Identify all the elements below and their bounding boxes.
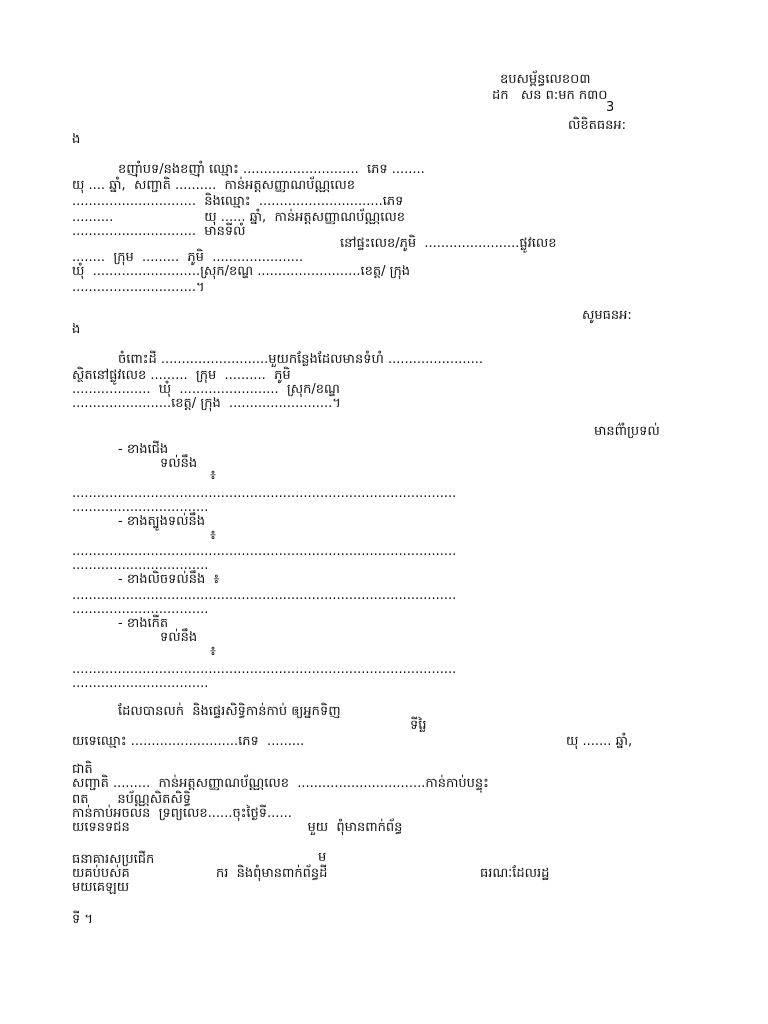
boundary-south-dots-2: ................................. bbox=[72, 558, 209, 573]
footer-line-3: មយគេឡយ bbox=[72, 880, 130, 895]
annex-number: ឧបសម្ព័ន្ធលេខ០៣ bbox=[500, 72, 591, 87]
boundary-east-label: - ខាងកើត bbox=[118, 616, 169, 631]
document-title: លិខិតធនអ: bbox=[568, 118, 627, 133]
seller-line-1: ដែលបានលក់ និងផ្ទេរសិទ្ធិកាន់កាប់ ឲ្យអ្នកទិញ bbox=[118, 704, 341, 719]
boundary-north-dots-2: ................................. bbox=[72, 500, 209, 515]
land-line-1: ចំពោះដី ..........................មួយកន្លែងដែលមានទំហំ ....................... bbox=[118, 352, 483, 367]
reference-digit: 3 bbox=[606, 100, 615, 115]
boundary-south-dots-1: ............................................................................................. bbox=[72, 544, 457, 559]
footer-line-2a: យគប់បស់គ bbox=[72, 866, 130, 881]
boundary-north-dots-1: ............................................................................................. bbox=[72, 486, 457, 501]
seller-line-6b: យទេនទជន មួយ ពុំមានពាក់ព័ន្ធ bbox=[72, 820, 403, 835]
boundary-east-colon: ៖ bbox=[206, 644, 216, 659]
seller-line-1b: ទីរ្លៃ bbox=[410, 718, 427, 733]
boundary-west-dots-2: ................................. bbox=[72, 602, 209, 617]
footer-line-1b: ម bbox=[318, 850, 327, 865]
boundary-west-dots-1: ............................................................................................. bbox=[72, 588, 457, 603]
footer-line-1a: ធនាគារសប្រជើក bbox=[72, 852, 155, 867]
applicant-line-5: .............................. មានទីលំ bbox=[72, 224, 246, 239]
boundary-west-label: - ខាងលិចទល់នឹង ៖ bbox=[118, 572, 220, 587]
applicant-line-8: ឃុំ ..........................ស្រុក/ខណ្ឌ .........................ខេត្ត/ ក្រុង bbox=[72, 264, 411, 279]
land-line-2: ស្ថិតនៅផ្លូវលេខ ......... ក្រុម .......... ភូមិ bbox=[72, 368, 291, 383]
seller-line-5: ពត នប័ណ្ណសិតសិទ្ធិ bbox=[72, 792, 192, 807]
applicant-line-7: ........ ក្រុម ......... ភូមិ ...................... bbox=[72, 250, 304, 265]
boundary-north-colon: ៖ bbox=[206, 468, 216, 483]
request-title-tail: ង bbox=[72, 322, 81, 337]
boundary-east-sub: ទល់នឹង bbox=[160, 630, 198, 645]
seller-line-6a: កាន់កាប់អចលន ទ្រព្យលេខ......ចុះថ្ងៃទី...... bbox=[72, 806, 292, 821]
reference-line: ដក សន ព:មក ក៣០ bbox=[492, 88, 608, 103]
footer-line-4: ទី ។ bbox=[72, 912, 93, 927]
land-line-4: ........................ខេត្ត/ ក្រុង .........................។ bbox=[72, 396, 341, 411]
applicant-line-2: យុ .... ឆ្នាំ, សញ្ជាតិ .......... កាន់អត្តសញ្ញាណប័ណ្ណលេខ bbox=[72, 178, 356, 193]
boundaries-heading: មានព៌ាំប្រទល់ bbox=[594, 424, 660, 439]
seller-line-2a: យទេឈ្មោះ ..........................ភេទ ......... bbox=[72, 734, 305, 749]
footer-line-2c: ធរណៈដែលរដ្ឋ bbox=[480, 866, 550, 881]
applicant-line-1: ខញ៉ាំបទ/នងខញ៉ាំ ឈ្មោះ ............................ ភេទ ........ bbox=[118, 162, 425, 177]
applicant-line-6: នៅផ្ទះលេខ/ភូមិ .......................ផ្លូវលេខ bbox=[340, 236, 557, 251]
applicant-line-4: .......... យុ ...... ឆ្នាំ, កាន់អត្តសញ្ញាណប័ណ្ណលេខ bbox=[72, 210, 405, 225]
boundary-north-sub: ទល់នឹង bbox=[160, 456, 198, 471]
applicant-line-9: ..............................។ bbox=[72, 280, 205, 295]
request-title: សូមធនអ: bbox=[582, 308, 632, 323]
boundary-east-dots-1: ............................................................................................. bbox=[72, 662, 457, 677]
applicant-line-3: .............................. និងឈ្មោះ ..............................ភេទ bbox=[72, 194, 404, 209]
boundary-east-dots-2: ................................. bbox=[72, 676, 209, 691]
boundary-north-label: - ខាងជើង bbox=[118, 442, 169, 457]
seller-line-3: ជាតិ bbox=[72, 762, 93, 777]
boundary-south-label: - ខាងត្បូងទល់នឹង bbox=[118, 514, 205, 529]
seller-line-2b: យុ ....... ឆ្នាំ, bbox=[566, 734, 633, 749]
footer-line-2b: ករ និងពុំមានពាក់ព័ន្ធដី bbox=[216, 866, 328, 881]
seller-line-4: សញ្ជាតិ ......... កាន់អត្តសញ្ញាណប័ណ្ណលេខ ...............................កាន់កាប់បន្ទុះ bbox=[72, 776, 489, 791]
boundary-south-colon: ៖ bbox=[206, 528, 216, 543]
land-line-3: ................... ឃុំ ........................ ស្រុក/ខណ្ឌ bbox=[72, 382, 340, 397]
document-title-tail: ង bbox=[72, 132, 81, 147]
